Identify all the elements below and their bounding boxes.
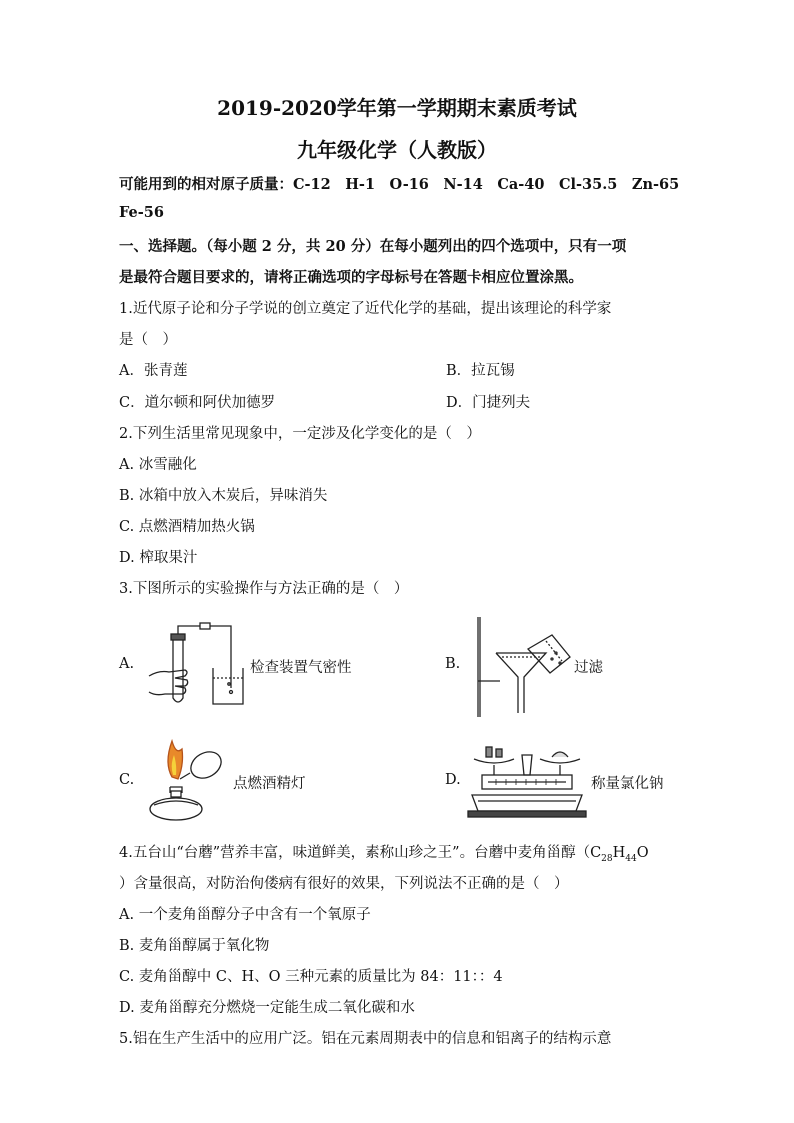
atomic-masses-line2: Fe-56 xyxy=(119,204,164,221)
q1-stem-line2: 是（ ） xyxy=(119,332,177,348)
q4-option-b: B. 麦角甾醇属于氧化物 xyxy=(119,938,270,954)
q4-option-d: D. 麦角甾醇充分燃烧一定能生成二氧化碳和水 xyxy=(119,1000,415,1016)
q3-option-b-text: 过滤 xyxy=(574,660,603,676)
q4-stem-line1 xyxy=(119,841,649,864)
q4-formula-h: H xyxy=(612,845,626,861)
q1-option-a: A．张青莲 xyxy=(119,363,188,379)
q4-option-a: A. 一个麦角甾醇分子中含有一个氧原子 xyxy=(119,907,371,923)
q1-option-d: D．门捷列夫 xyxy=(446,395,531,411)
alcohol-lamp-lighting-figure xyxy=(142,735,232,825)
airtightness-apparatus-figure xyxy=(145,618,245,710)
q2-stem: 2.下列生活里常见现象中，一定涉及化学变化的是（ ） xyxy=(119,426,481,442)
exam-title: 2019-2020学年第一学期期末素质考试 xyxy=(217,96,577,120)
q3-stem: 3.下图所示的实验操作与方法正确的是（ ） xyxy=(119,581,409,597)
q3-option-d-text: 称量氯化钠 xyxy=(591,776,664,792)
section1-heading-line2: 是最符合题目要求的，请将正确选项的字母标号在答题卡相应位置涂黑。 xyxy=(119,269,583,286)
q2-option-a: A. 冰雪融化 xyxy=(119,457,197,473)
q3-option-a-letter: A. xyxy=(119,656,135,672)
q4-formula-o: O xyxy=(636,845,649,861)
q3-option-d-letter: D. xyxy=(445,772,461,788)
q1-option-b: B．拉瓦锡 xyxy=(446,363,515,379)
atomic-masses-line1: 可能用到的相对原子质量：C-12 H-1 O-16 N-14 Ca-40 Cl-35.5 Zn-65 xyxy=(119,176,680,193)
q4-subscript-h: 44 xyxy=(625,853,637,864)
q4-option-c: C. 麦角甾醇中 C、H、O 三种元素的质量比为 84：11：：4 xyxy=(119,969,503,985)
q3-option-c-text: 点燃酒精灯 xyxy=(233,776,306,792)
q3-option-a-text: 检查装置气密性 xyxy=(250,660,352,676)
q4-stem-line2: ）含量很高，对防治佝偻病有很好的效果，下列说法不正确的是（ ） xyxy=(119,876,569,892)
q1-option-c: C．道尔顿和阿伏加德罗 xyxy=(119,395,276,411)
q5-stem-line1: 5.铝在生产生活中的应用广泛。铝在元素周期表中的信息和铝离子的结构示意 xyxy=(119,1031,612,1047)
filtration-apparatus-figure xyxy=(466,613,572,719)
q1-stem-line1: 1.近代原子论和分子学说的创立奠定了近代化学的基础，提出该理论的科学家 xyxy=(119,301,612,317)
q2-option-d: D. 榨取果汁 xyxy=(119,550,198,566)
exam-subtitle: 九年级化学（人教版） xyxy=(297,138,497,162)
q2-option-b: B. 冰箱中放入木炭后，异味消失 xyxy=(119,488,328,504)
q3-option-c-letter: C. xyxy=(119,772,135,788)
q3-option-b-letter: B. xyxy=(445,656,461,672)
balance-scale-figure xyxy=(466,735,588,819)
q2-option-c: C. 点燃酒精加热火锅 xyxy=(119,519,255,535)
section1-heading-line1: 一、选择题。（每小题 2 分，共 20 分）在每小题列出的四个选项中，只有一项 xyxy=(119,238,627,255)
q4-subscript-c: 28 xyxy=(601,853,613,864)
q4-stem-text: 4.五台山“台蘑”营养丰富，味道鲜美，素称山珍之王”。台蘑中麦角甾醇（C xyxy=(119,845,602,861)
